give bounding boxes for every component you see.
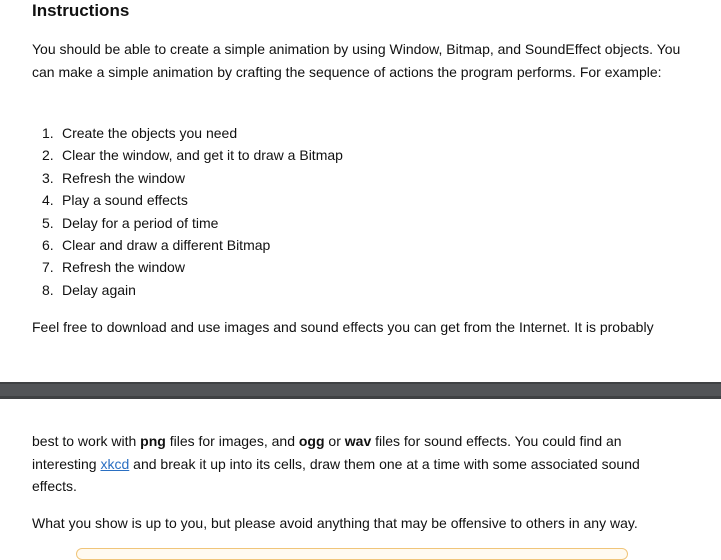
step-text: Play a sound effects	[62, 192, 188, 209]
content-policy-paragraph: What you show is up to you, but please avoid anything that may be offensive to others in any way.	[32, 515, 638, 531]
feel-free-paragraph: Feel free to download and use images and sound effects you can get from the Internet. It is probably	[32, 319, 654, 335]
file-format-paragraph	[32, 430, 662, 498]
ogg-keyword: ogg	[298, 433, 325, 449]
step-number: 5.	[42, 214, 54, 231]
step-text: Refresh the window	[62, 169, 185, 186]
text-run: files for sound effects. You could find an interesting	[32, 433, 622, 472]
intro-paragraph: You should be able to create a simple animation by using Window, Bitmap, and SoundEffect objects. You can make a simple animation by crafting the sequence of actions the program performs. For example:	[32, 41, 681, 80]
step-text: Delay for a period of time	[62, 214, 219, 231]
step-number: 2.	[42, 147, 54, 164]
page-separator-band	[0, 384, 721, 396]
step-item	[42, 189, 343, 211]
text-run: best to work with	[32, 433, 141, 449]
step-item	[42, 256, 343, 278]
step-item	[42, 122, 343, 144]
step-number: 8.	[42, 281, 54, 298]
step-number: 6.	[42, 236, 54, 253]
note-box-edge	[76, 548, 628, 560]
step-number: 7.	[42, 259, 54, 276]
step-text: Clear and draw a different Bitmap	[62, 236, 271, 253]
steps-list	[42, 122, 343, 301]
step-item	[42, 234, 343, 256]
step-text: Clear the window, and get it to draw a Bitmap	[62, 147, 343, 164]
text-run: files for images, and	[165, 433, 299, 449]
wav-keyword: wav	[344, 433, 372, 449]
step-text: Create the objects you need	[62, 125, 238, 141]
step-item	[42, 279, 343, 301]
document-page-bottom	[0, 399, 721, 554]
text-run: and break it up into its cells, draw them one at a time with some associated sound effects.	[32, 455, 640, 494]
step-text: Refresh the window	[62, 259, 185, 276]
step-number: 1.	[42, 125, 54, 141]
page-separator	[0, 382, 721, 399]
step-number: 4.	[42, 192, 54, 209]
text-run: or	[324, 433, 345, 449]
step-text: Delay again	[62, 281, 136, 298]
instructions-heading: Instructions	[32, 1, 130, 20]
step-item	[42, 212, 343, 234]
xkcd-link[interactable]: xkcd	[100, 455, 130, 472]
step-item	[42, 144, 343, 166]
png-keyword: png	[140, 433, 166, 449]
step-item	[42, 167, 343, 189]
step-number: 3.	[42, 169, 54, 186]
